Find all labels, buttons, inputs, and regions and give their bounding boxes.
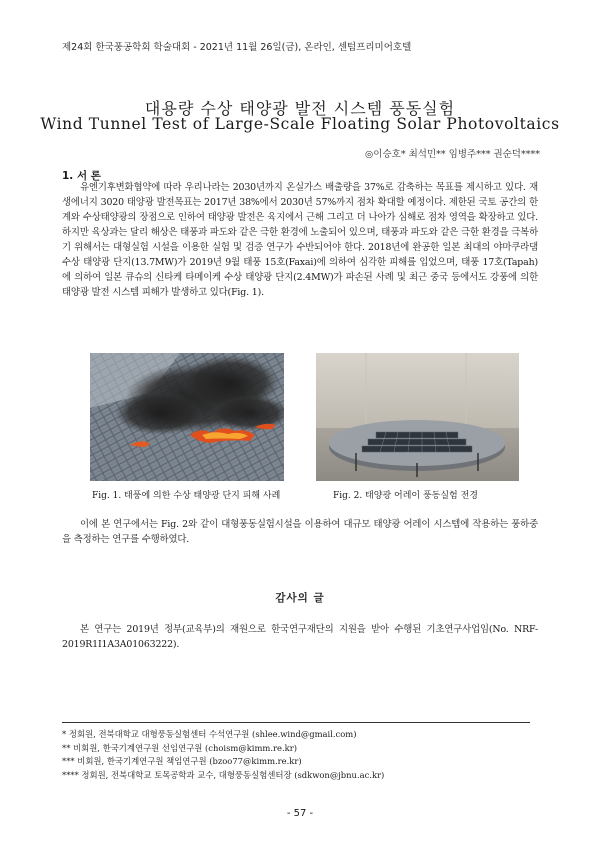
- introduction-paragraph: 유엔기후변화협약에 따라 우리나라는 2030년까지 온실가스 배출량을 37%로 감축하는 목표를 제시하고 있다. 재생에너지 3020 태양광 발전목표는 2017년 38%에서 2030년 57%까지 점차 확대할 예정이다. 제한된 국토 공간의 한계와 수상태양광의 장점으로 인하여 태양광 발전은 육지에서 근해 그리고 더 나아가 심해로 점차 영역을 확장하고 있다. 하지만 육상과는 달리 해상은 태풍과 파도와 같은 극한 환경에 노출되어 있으며, 태풍과 파도와 같은 극한 환경을 극복하기 위해서는 대형실험 시설을 이용한 실험 및 검증 연구가 수반되어야 한다. 2018년에 완공한 일본 최대의 야마쿠라댐 수상 태양광 단지(13.7MW)가 2019년 9월 태풍 15호(Faxai)에 의하여 심각한 피해를 입었으며, 태풍 17호(Tapah)에 의하여 일본 큐슈의 신타케 타메이케 수상 태양광 단지(2.4MW)가 파손된 사례 및 최근 중국 등에서도 강풍에 의한 태양광 발전 시스템 피해가 발생하고 있다(Fig. 1).: [62, 182, 538, 298]
- page-number: - 57 -: [286, 808, 314, 819]
- footnote-author-2: ** 비회원, 한국기계연구원 선임연구원 (choism@kimm.re.kr): [62, 742, 297, 753]
- footnote-list: [62, 728, 542, 782]
- figure-2-caption: Fig. 2. 태양광 어레이 풍동실험 전경: [333, 491, 478, 501]
- acknowledgement-heading: 감사의 글: [275, 592, 325, 604]
- conference-header: 제24회 한국풍공학회 학술대회 - 2021년 11월 26일(금), 온라인, 센텀프리미어호텔: [62, 42, 412, 53]
- author-list: ◎이승호* 최석민** 임병주*** 권순덕****: [365, 149, 540, 160]
- floating-solar-fire-photo: [90, 353, 284, 481]
- footnote-author-4: **** 정회원, 전북대학교 토목공학과 교수, 대형풍동실험센터장 (sdkwon@jbnu.ac.kr): [62, 769, 385, 780]
- figure-1-caption: Fig. 1. 태풍에 의한 수상 태양광 단지 피해 사례: [92, 491, 281, 501]
- acknowledgement-text: 본 연구는 2019년 정부(교육부)의 재원으로 한국연구재단의 지원을 받아 수행된 기초연구사업임(No. NRF-2019R1I1A3A01063222).: [62, 624, 538, 650]
- paper-title-english: Wind Tunnel Test of Large-Scale Floating Solar Photovoltaics: [40, 115, 560, 133]
- research-summary-paragraph: 이에 본 연구에서는 Fig. 2와 같이 대형풍동실험시설을 이용하여 대규모 태양광 어레이 시스템에 작용하는 풍하중을 측정하는 연구를 수행하였다.: [62, 519, 538, 545]
- section-heading-introduction: 1. 서 론: [62, 170, 101, 182]
- footnote-author-3: *** 비회원, 한국기계연구원 책임연구원 (bzoo77@kimm.re.kr): [62, 756, 302, 766]
- figure-2-image: [316, 353, 519, 481]
- footnote-author-1: * 정회원, 전북대학교 대형풍동실험센터 수석연구원 (shlee.wind@gmail.com): [62, 729, 357, 739]
- figure-1-image: [90, 353, 284, 481]
- paper-title-korean: 대용량 수상 태양광 발전 시스템 풍동실험: [144, 99, 456, 118]
- wind-tunnel-test-photo: [316, 353, 519, 481]
- footnote-divider: [62, 722, 530, 723]
